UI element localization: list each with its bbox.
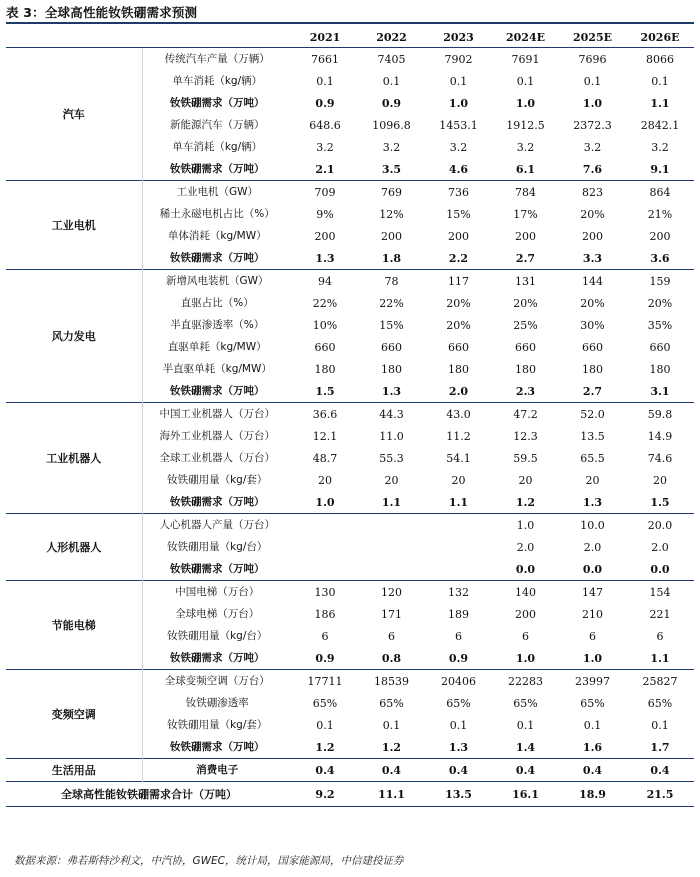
value-cell: 0.9	[381, 96, 402, 110]
table-row	[6, 670, 694, 693]
value-cell: 0.0	[515, 562, 536, 576]
value-cell: 0.9	[315, 96, 335, 110]
table-row	[6, 270, 694, 293]
category-label: 工业电机	[6, 181, 142, 270]
row-item-label: 钕铁硼需求（万吨）	[142, 380, 292, 403]
value-cell: 0.4	[425, 759, 492, 782]
category-label: 生活用品	[6, 759, 142, 782]
table-row	[6, 581, 694, 604]
value-cell: 769	[358, 181, 425, 204]
header-year: 2024E	[506, 30, 545, 44]
value-cell: 10%	[312, 318, 338, 332]
value-cell: 2.0	[583, 540, 602, 554]
value-cell: 7405	[358, 48, 425, 71]
row-item-label: 钕铁硼用量（kg/台）	[142, 536, 292, 558]
header-year: 2021	[309, 30, 341, 44]
row-item-label: 传统汽车产量（万辆）	[142, 48, 292, 71]
value-cell: 3.5	[381, 162, 402, 176]
value-cell: 7902	[425, 48, 492, 71]
value-cell: 200	[515, 229, 536, 243]
value-cell: 3.2	[583, 140, 602, 154]
value-cell: 6	[656, 629, 664, 643]
value-cell: 0.1	[583, 74, 602, 88]
value-cell: 0.4	[292, 759, 358, 782]
value-cell: 20	[384, 473, 399, 487]
value-cell: 3.2	[316, 140, 334, 154]
value-cell: 200	[582, 229, 603, 243]
value-cell: 65%	[312, 696, 338, 710]
value-cell	[425, 514, 492, 537]
value-cell: 36.6	[292, 403, 358, 426]
row-item-label: 钕铁硼需求（万吨）	[142, 92, 292, 114]
value-cell	[292, 514, 358, 537]
value-cell: 22%	[379, 296, 404, 310]
row-item-label: 消费电子	[142, 759, 292, 782]
value-cell	[292, 558, 358, 581]
value-cell: 7691	[492, 48, 559, 71]
value-cell: 0.1	[516, 74, 535, 88]
value-cell: 20.0	[626, 514, 694, 537]
value-cell	[292, 536, 358, 558]
value-cell	[425, 536, 492, 558]
value-cell: 180	[582, 362, 603, 376]
value-cell: 0.0	[650, 562, 670, 576]
value-cell: 144	[559, 270, 626, 293]
value-cell: 180	[515, 362, 536, 376]
value-cell: 6	[321, 629, 329, 643]
table-row	[6, 403, 694, 426]
grand-total-row	[6, 782, 694, 807]
value-cell: 43.0	[425, 403, 492, 426]
source-note: 数据来源：弗若斯特沙利文，中汽协，GWEC，统计局，国家能源局，中信建投证券	[14, 855, 404, 867]
value-cell: 20	[653, 473, 667, 487]
value-cell: 117	[425, 270, 492, 293]
value-cell: 2372.3	[573, 118, 612, 132]
row-item-label: 钕铁硼需求（万吨）	[142, 158, 292, 181]
value-cell: 1.0	[315, 495, 335, 509]
value-cell: 94	[292, 270, 358, 293]
value-cell: 3.3	[582, 251, 603, 265]
value-cell: 660	[649, 340, 671, 354]
value-cell: 2.2	[448, 251, 469, 265]
value-cell: 59.5	[513, 451, 538, 465]
value-cell	[425, 558, 492, 581]
row-item-label: 稀土永磁电机占比（%）	[142, 203, 292, 225]
value-cell: 0.4	[492, 759, 559, 782]
value-cell: 1.3	[315, 251, 335, 265]
value-cell: 1.4	[515, 740, 536, 754]
value-cell: 2.0	[448, 384, 469, 398]
value-cell: 6	[388, 629, 395, 643]
value-cell: 0.8	[381, 651, 402, 665]
value-cell: 23997	[559, 670, 626, 693]
value-cell: 221	[649, 607, 671, 621]
value-cell: 18539	[358, 670, 425, 693]
value-cell: 0.1	[316, 718, 334, 732]
value-cell: 22283	[492, 670, 559, 693]
value-cell: 200	[515, 607, 536, 621]
value-cell: 648.6	[309, 118, 341, 132]
grand-total-value: 16.1	[492, 782, 559, 807]
value-cell: 11.0	[379, 429, 404, 443]
value-cell: 171	[381, 607, 402, 621]
value-cell: 2.0	[651, 540, 669, 554]
value-cell: 30%	[580, 318, 605, 332]
value-cell: 1.1	[650, 96, 670, 110]
value-cell: 159	[626, 270, 694, 293]
value-cell: 0.1	[382, 718, 401, 732]
value-cell: 0.0	[582, 562, 603, 576]
row-item-label: 中国电梯（万台）	[142, 581, 292, 604]
value-cell: 65%	[379, 696, 404, 710]
value-cell: 65.5	[580, 451, 605, 465]
value-cell: 2.7	[582, 384, 603, 398]
header-year: 2026E	[640, 30, 680, 44]
value-cell	[358, 536, 425, 558]
value-cell: 15%	[446, 207, 471, 221]
value-cell: 25%	[513, 318, 538, 332]
row-item-label: 钕铁硼需求（万吨）	[142, 736, 292, 759]
grand-total-label: 全球高性能钕铁硼需求合计（万吨）	[6, 782, 292, 807]
value-cell: 3.6	[650, 251, 670, 265]
category-label: 汽车	[6, 48, 142, 181]
value-cell: 1.6	[582, 740, 603, 754]
value-cell: 7661	[292, 48, 358, 71]
value-cell: 1.0	[582, 651, 603, 665]
value-cell: 20%	[446, 296, 471, 310]
header-year: 2023	[443, 30, 474, 44]
value-cell: 20%	[513, 296, 538, 310]
value-cell: 65%	[647, 696, 673, 710]
value-cell: 0.9	[315, 651, 335, 665]
value-cell: 210	[582, 607, 603, 621]
value-cell: 660	[381, 340, 402, 354]
value-cell: 1453.1	[439, 118, 478, 132]
value-cell: 0.1	[651, 74, 669, 88]
value-cell: 0.1	[316, 74, 334, 88]
value-cell: 7696	[559, 48, 626, 71]
value-cell: 12%	[379, 207, 404, 221]
value-cell: 6	[455, 629, 462, 643]
value-cell: 660	[314, 340, 336, 354]
value-cell: 0.4	[626, 759, 694, 782]
row-item-label: 钕铁硼用量（kg/套）	[142, 469, 292, 491]
value-cell: 12.3	[513, 429, 538, 443]
value-cell: 1.3	[381, 384, 402, 398]
value-cell: 65%	[446, 696, 471, 710]
table-row	[6, 759, 694, 782]
value-cell: 140	[492, 581, 559, 604]
header-blank-item	[142, 27, 292, 48]
value-cell: 180	[649, 362, 671, 376]
value-cell: 54.1	[446, 451, 471, 465]
row-item-label: 半直驱单耗（kg/MW）	[142, 358, 292, 380]
value-cell: 200	[649, 229, 671, 243]
value-cell: 74.6	[647, 451, 673, 465]
value-cell: 20	[318, 473, 332, 487]
value-cell: 6	[589, 629, 596, 643]
value-cell: 55.3	[379, 451, 404, 465]
row-item-label: 全球变频空调（万台）	[142, 670, 292, 693]
value-cell: 0.4	[358, 759, 425, 782]
row-item-label: 钕铁硼用量（kg/台）	[142, 625, 292, 647]
row-item-label: 单体消耗（kg/MW）	[142, 225, 292, 247]
value-cell	[358, 514, 425, 537]
value-cell: 1.0	[515, 96, 536, 110]
value-cell: 11.2	[446, 429, 471, 443]
category-label: 变频空调	[6, 670, 142, 759]
header-blank-category	[6, 27, 142, 48]
grand-total-value: 9.2	[292, 782, 358, 807]
value-cell: 0.9	[448, 651, 469, 665]
category-label: 风力发电	[6, 270, 142, 403]
header-row	[6, 27, 694, 48]
value-cell: 2.3	[515, 384, 536, 398]
value-cell: 1.1	[650, 651, 670, 665]
value-cell: 189	[448, 607, 469, 621]
value-cell: 0.1	[583, 718, 602, 732]
value-cell	[358, 558, 425, 581]
category-label: 人形机器人	[6, 514, 142, 581]
value-cell: 20%	[580, 296, 605, 310]
value-cell: 1.0	[515, 651, 536, 665]
value-cell: 130	[292, 581, 358, 604]
value-cell: 65%	[580, 696, 605, 710]
value-cell: 20406	[425, 670, 492, 693]
row-item-label: 钕铁硼渗透率	[142, 692, 292, 714]
row-item-label: 中国工业机器人（万台）	[142, 403, 292, 426]
value-cell: 1.2	[515, 495, 536, 509]
value-cell: 4.6	[448, 162, 469, 176]
value-cell: 180	[381, 362, 402, 376]
value-cell: 784	[492, 181, 559, 204]
value-cell: 6.1	[515, 162, 536, 176]
value-cell: 1.0	[492, 514, 559, 537]
value-cell: 200	[314, 229, 336, 243]
value-cell: 20	[585, 473, 600, 487]
value-cell: 17711	[292, 670, 358, 693]
value-cell: 132	[425, 581, 492, 604]
value-cell: 14.9	[647, 429, 673, 443]
row-item-label: 钕铁硼需求（万吨）	[142, 247, 292, 270]
grand-total-value: 18.9	[559, 782, 626, 807]
value-cell: 1.7	[650, 740, 670, 754]
value-cell: 1.2	[315, 740, 335, 754]
value-cell: 48.7	[312, 451, 338, 465]
value-cell: 20	[518, 473, 533, 487]
row-item-label: 人心机器人产量（万台）	[142, 514, 292, 537]
category-label: 工业机器人	[6, 403, 142, 514]
value-cell: 8066	[626, 48, 694, 71]
value-cell: 15%	[379, 318, 404, 332]
value-cell: 1.5	[650, 495, 670, 509]
demand-forecast-table	[6, 27, 694, 807]
value-cell: 3.2	[382, 140, 401, 154]
category-label: 节能电梯	[6, 581, 142, 670]
value-cell: 1.3	[448, 740, 469, 754]
value-cell: 59.8	[626, 403, 694, 426]
value-cell: 7.6	[582, 162, 603, 176]
value-cell: 2842.1	[640, 118, 680, 132]
value-cell: 154	[626, 581, 694, 604]
value-cell: 186	[314, 607, 336, 621]
value-cell: 180	[448, 362, 469, 376]
value-cell: 823	[559, 181, 626, 204]
header-year: 2025E	[573, 30, 612, 44]
value-cell: 35%	[647, 318, 673, 332]
value-cell: 20%	[580, 207, 605, 221]
value-cell: 3.2	[449, 140, 468, 154]
row-item-label: 工业电机（GW）	[142, 181, 292, 204]
grand-total-value: 13.5	[425, 782, 492, 807]
value-cell: 1.1	[381, 495, 402, 509]
value-cell: 1.8	[381, 251, 402, 265]
value-cell: 660	[515, 340, 536, 354]
value-cell: 17%	[513, 207, 538, 221]
value-cell: 1.2	[381, 740, 402, 754]
value-cell: 0.1	[449, 718, 468, 732]
value-cell: 0.1	[449, 74, 468, 88]
value-cell: 147	[559, 581, 626, 604]
value-cell: 20	[451, 473, 466, 487]
grand-total-value: 21.5	[626, 782, 694, 807]
value-cell: 44.3	[358, 403, 425, 426]
table-row	[6, 181, 694, 204]
value-cell: 0.1	[516, 718, 535, 732]
row-item-label: 单车消耗（kg/辆）	[142, 136, 292, 158]
row-item-label: 新增风电装机（GW）	[142, 270, 292, 293]
value-cell: 180	[314, 362, 336, 376]
row-item-label: 海外工业机器人（万台）	[142, 425, 292, 447]
value-cell: 2.1	[315, 162, 335, 176]
table-row	[6, 48, 694, 71]
row-item-label: 钕铁硼需求（万吨）	[142, 491, 292, 514]
value-cell: 200	[381, 229, 402, 243]
value-cell: 736	[425, 181, 492, 204]
value-cell: 120	[358, 581, 425, 604]
value-cell: 709	[292, 181, 358, 204]
value-cell: 20%	[446, 318, 471, 332]
row-item-label: 直驱占比（%）	[142, 292, 292, 314]
value-cell: 1912.5	[506, 118, 545, 132]
table-row	[6, 514, 694, 537]
table-body	[6, 48, 694, 807]
table-title: 表 3：全球高性能钕铁硼需求预测	[6, 5, 198, 20]
value-cell: 2.7	[515, 251, 536, 265]
value-cell: 1096.8	[372, 118, 411, 132]
value-cell: 1.0	[582, 96, 603, 110]
value-cell: 25827	[626, 670, 694, 693]
row-item-label: 半直驱渗透率（%）	[142, 314, 292, 336]
value-cell: 6	[522, 629, 529, 643]
value-cell: 52.0	[559, 403, 626, 426]
value-cell: 47.2	[492, 403, 559, 426]
value-cell: 3.1	[650, 384, 670, 398]
value-cell: 13.5	[580, 429, 605, 443]
row-item-label: 新能源汽车（万辆）	[142, 114, 292, 136]
value-cell: 1.1	[448, 495, 469, 509]
grand-total-value: 11.1	[358, 782, 425, 807]
row-item-label: 钕铁硼用量（kg/套）	[142, 714, 292, 736]
row-item-label: 单车消耗（kg/辆）	[142, 70, 292, 92]
value-cell: 864	[626, 181, 694, 204]
value-cell: 65%	[513, 696, 538, 710]
value-cell: 0.4	[559, 759, 626, 782]
value-cell: 131	[492, 270, 559, 293]
value-cell: 0.1	[651, 718, 669, 732]
value-cell: 1.5	[315, 384, 335, 398]
value-cell: 9.1	[650, 162, 670, 176]
value-cell: 660	[448, 340, 469, 354]
value-cell: 200	[448, 229, 469, 243]
header-year: 2022	[376, 30, 407, 44]
row-item-label: 钕铁硼需求（万吨）	[142, 647, 292, 670]
value-cell: 9%	[316, 207, 334, 221]
value-cell: 2.0	[516, 540, 535, 554]
value-cell: 10.0	[559, 514, 626, 537]
row-item-label: 直驱单耗（kg/MW）	[142, 336, 292, 358]
value-cell: 22%	[312, 296, 338, 310]
value-cell: 0.1	[382, 74, 401, 88]
value-cell: 3.2	[651, 140, 669, 154]
row-item-label: 全球电梯（万台）	[142, 603, 292, 625]
value-cell: 3.2	[516, 140, 535, 154]
row-item-label: 钕铁硼需求（万吨）	[142, 558, 292, 581]
value-cell: 21%	[647, 207, 673, 221]
value-cell: 660	[582, 340, 603, 354]
row-item-label: 全球工业机器人（万台）	[142, 447, 292, 469]
value-cell: 1.0	[448, 96, 469, 110]
value-cell: 12.1	[312, 429, 338, 443]
value-cell: 20%	[647, 296, 673, 310]
value-cell: 1.3	[582, 495, 603, 509]
value-cell: 78	[358, 270, 425, 293]
title-divider	[6, 22, 694, 24]
